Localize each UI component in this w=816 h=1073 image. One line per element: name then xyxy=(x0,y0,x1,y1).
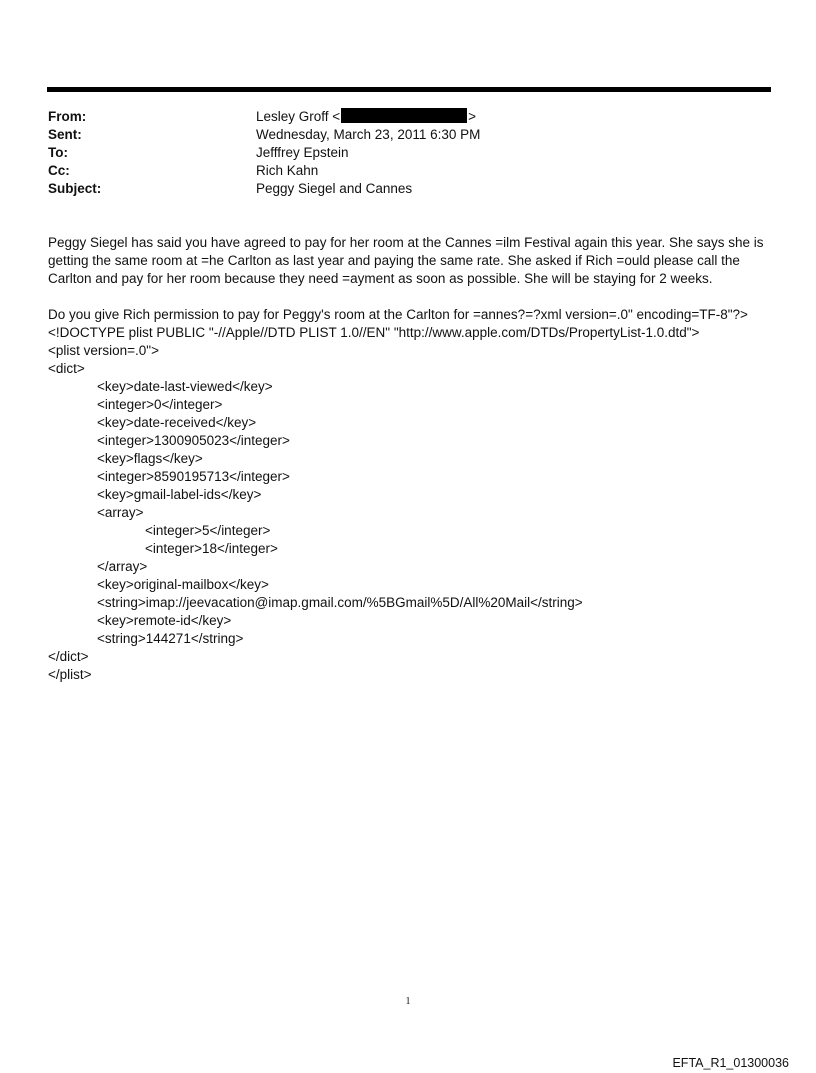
xml-line: <key>flags</key> xyxy=(97,451,203,466)
sent-row xyxy=(48,126,748,144)
cc-value: Rich Kahn xyxy=(256,163,319,178)
redaction-box xyxy=(341,108,467,123)
xml-line: <integer>18</integer> xyxy=(145,541,278,556)
subject-label: Subject: xyxy=(48,181,102,196)
sent-value: Wednesday, March 23, 2011 6:30 PM xyxy=(256,127,481,142)
email-header xyxy=(48,108,748,198)
from-label: From: xyxy=(48,109,87,124)
from-close: > xyxy=(468,109,477,124)
xml-line: <integer>0</integer> xyxy=(97,397,223,412)
xml-line: <key>date-received</key> xyxy=(97,415,257,430)
doctype-line: <!DOCTYPE plist PUBLIC "-//Apple//DTD PLIST 1.0//EN" "http://www.apple.com/DTDs/PropertyList-1.0.dtd"> xyxy=(48,325,700,340)
plist-open-line: <plist version=.0"> xyxy=(48,343,159,358)
xml-line: <string>imap://jeevacation@imap.gmail.com/%5BGmail%5D/All%20Mail</string> xyxy=(97,595,583,610)
cc-label: Cc: xyxy=(48,163,70,178)
xml-line: <key>date-last-viewed</key> xyxy=(97,379,273,394)
sent-label: Sent: xyxy=(48,127,82,142)
body-line: Peggy Siegel has said you have agreed to pay for her room at the Cannes =ilm Festival again this year. She says she is xyxy=(48,235,764,250)
xml-line: <key>gmail-label-ids</key> xyxy=(97,487,262,502)
bates-number: EFTA_R1_01300036 xyxy=(672,1056,789,1070)
body-paragraph xyxy=(48,234,778,288)
subject-value: Peggy Siegel and Cannes xyxy=(256,181,413,196)
xml-line: <integer>8590195713</integer> xyxy=(97,469,290,484)
page-number: 1 xyxy=(405,996,411,1007)
body-line: Carlton and pay for her room because they need =ayment as soon as possible. She will be staying for 2 weeks. xyxy=(48,271,713,286)
cc-row xyxy=(48,162,748,180)
subject-row xyxy=(48,180,748,198)
from-row xyxy=(48,108,748,126)
dict-close-line: </dict> xyxy=(48,649,89,664)
xml-line: <key>remote-id</key> xyxy=(97,613,232,628)
xml-line: <string>144271</string> xyxy=(97,631,244,646)
dict-open-line: <dict> xyxy=(48,361,85,376)
plist-close-line: </plist> xyxy=(48,667,92,682)
xml-line: <array> xyxy=(97,505,144,520)
xml-line: </array> xyxy=(97,559,148,574)
to-row xyxy=(48,144,748,162)
from-name: Lesley Groff < xyxy=(256,109,341,124)
from-value xyxy=(256,108,476,126)
to-value: Jefffrey Epstein xyxy=(256,145,349,160)
body-line: getting the same room at =he Carlton as last year and paying the same rate. She asked if Rich =ould please call the xyxy=(48,253,740,268)
to-label: To: xyxy=(48,145,68,160)
xml-line: <integer>1300905023</integer> xyxy=(97,433,290,448)
header-rule xyxy=(47,87,771,92)
question-line: Do you give Rich permission to pay for Peggy's room at the Carlton for =annes?=?xml version=.0" encoding=TF-8"?> xyxy=(48,307,748,322)
xml-line: <integer>5</integer> xyxy=(145,523,271,538)
xml-line: <key>original-mailbox</key> xyxy=(97,577,269,592)
email-body xyxy=(48,234,778,684)
